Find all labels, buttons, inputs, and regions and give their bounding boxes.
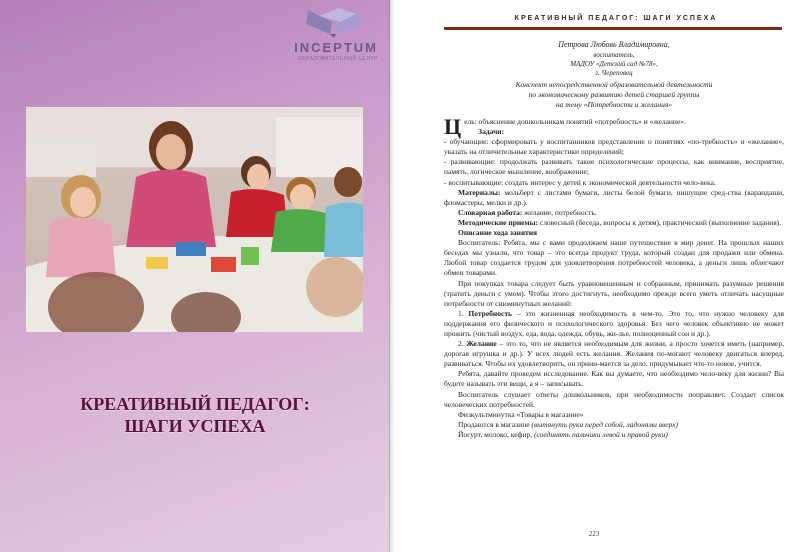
cover-photo	[26, 107, 363, 332]
task-3: - воспитывающие: создать интерес у детей к экономической деятельности чело-века.	[444, 177, 716, 187]
author-role: воспитатель,	[593, 51, 635, 59]
task-2: - развивающие: продолжать развивать такие психологические процессы, как внимание, восприятие, память, логическое мышление, воображение;	[444, 157, 784, 177]
paragraph-1: Воспитатель: Ребята, мы с вами продолжаем наше путешествие в мир денег. На прошлых наших беседах мы узнали, что товар – это всегда продукт труда, который создан для продажи или обмена. Любой товар создается трудом для удовлетворения потребностей человека, а деньги лишь облегчают обмен товарами.	[444, 238, 784, 278]
paragraph-need: 1. Потребность – это жизненная необходимость в чем-то. Это то, что нужно человеку для поддержания его физического и психологического здоровья. Без чего человек объективно не может прожить (чистый воздух, еда, вода, одежда, обувь, жи-лье, полноценный сон и др.).	[444, 308, 785, 338]
exercise-line-1: Продаются в магазине (вытянуть руки перед собой, ладонями вверх)	[458, 419, 679, 429]
materials-paragraph: Материалы: мольберт с листами бумаги, листы белой бумаги, пишущие сред-ства (карандаши, фломастеры, мелки и др.).	[444, 187, 784, 207]
summary-line-2: по экономическому развитию детей старшей группы	[528, 90, 700, 99]
author-institution: МАДОУ «Детский сад №78»,	[570, 60, 658, 68]
book-spine-shadow	[389, 0, 395, 552]
document-page	[396, 0, 792, 552]
summary-line-1: Конспект непосредственной образовательной деятельности	[515, 80, 713, 89]
paragraph-wish: 2. Желание – это то, что не является необходимым для жизни, а просто хочется иметь (например, дорогая игрушка и др.). У всех людей есть желания. Желания по-могают человеку двигаться вперед, развиваться. Чтобы их удовлетворить, он прини-мается за дело, придумывает что-то новое, учится.	[444, 339, 785, 369]
drop-cap: Ц	[444, 114, 462, 139]
lesson-summary	[444, 80, 784, 110]
page-number: 223	[588, 530, 600, 538]
paragraph-2: При покупках товара следует быть уравновешенным и собранным, принимать разумные решения (тратить деньги с умом). Чтобы этого достигнуть, необходимо прежде всего уметь отличать насущные потребности от сиюминутных желаний:	[444, 278, 784, 308]
author-name: Петрова Любовь Владимировна,	[558, 40, 670, 49]
exercise-title: Физкультминутка «Товары в магазине»	[458, 409, 584, 419]
goal-text: ель: объяснение дошкольникам понятий «потребность» и «желание».	[464, 117, 686, 126]
cover-title	[0, 393, 390, 437]
header-rule	[444, 27, 782, 30]
task-1: - обучающие: сформировать у воспитанников представление о понятиях «по-требность» и «желание», указать на отличительные характеристики определений;	[444, 137, 784, 157]
logo-wordmark: INCEPTUM	[294, 40, 378, 55]
summary-line-3: на тему «Потребности и желания»	[555, 100, 673, 109]
paragraph-6: Воспитатель слушает ответы дошкольников, при необходимости поправляет. Создает список человеческих потребностей.	[444, 389, 784, 409]
tasks-label: Задачи:	[478, 127, 505, 137]
paragraph-5: Ребята, давайте проведем исследование. Как вы думаете, что необходимо чело-веку для жизни? Вы будете называть эти вещи, а я – записывать.	[444, 369, 784, 389]
exercise-line-2: Йогурт, молоко, кефир, (соединять пальчики левой и правой руки)	[458, 429, 668, 439]
methods-paragraph: Методические приемы: словесный (беседа, вопросы к детям), практический (выполнение задания).	[458, 217, 782, 227]
vocab-paragraph: Словарная работа: желание, потребность.	[458, 207, 597, 217]
author-city: г. Череповец	[595, 69, 633, 77]
cover-title-line-2: ШАГИ УСПЕХА	[124, 416, 266, 436]
document-body	[444, 114, 785, 440]
course-heading: Описание хода занятия	[458, 228, 538, 238]
logo-subtitle: ОБРАЗОВАТЕЛЬНЫЙ ЦЕНТР	[298, 56, 378, 62]
cover-title-line-1: КРЕАТИВНЫЙ ПЕДАГОГ:	[80, 394, 310, 414]
book-cover	[0, 0, 390, 552]
running-header: КРЕАТИВНЫЙ ПЕДАГОГ: ШАГИ УСПЕХА	[514, 15, 718, 22]
